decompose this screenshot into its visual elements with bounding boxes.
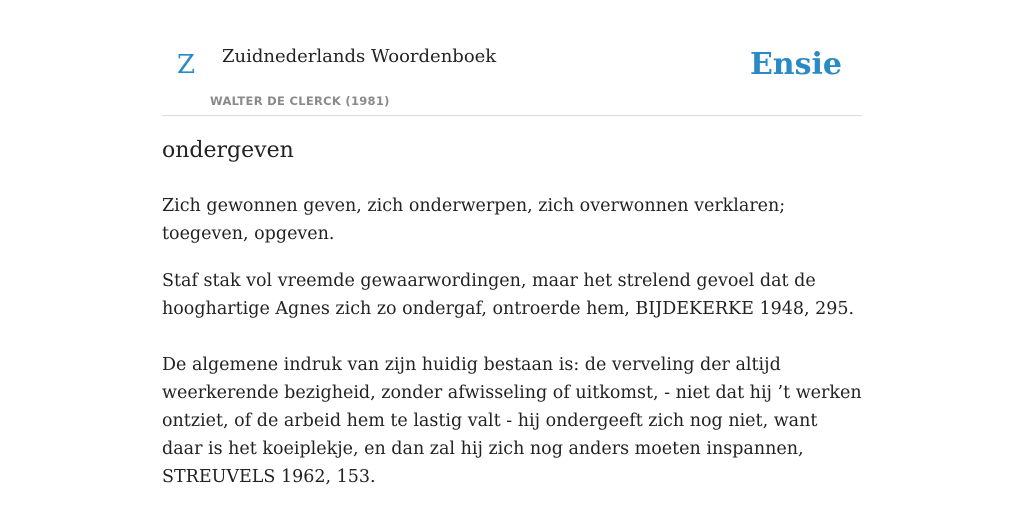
dictionary-title[interactable]: Zuidnederlands Woordenboek — [222, 46, 497, 67]
dictionary-logo-icon[interactable]: Z — [177, 50, 196, 80]
headword: ondergeven — [162, 138, 294, 163]
dictionary-header — [162, 0, 862, 116]
citation-2: De algemene indruk van zijn huidig bestaan is: de verveling der altijd weerkerende bezigheid, zonder afwisseling of uitkomst, - niet dat hij ’t werken ontziet, of de arbeid hem te lastig valt - hij ondergeeft zich nog niet, want daar is het koeiplekje, en dan zal hij zich nog anders moeten inspannen, STREUVELS 1962, 153. — [162, 355, 862, 487]
citation-1: Staf stak vol vreemde gewaarwordingen, maar het strelend gevoel dat de hooghartige Agnes zich zo ondergaf, ontroerde hem, BIJDEKERKE 1948, 295. — [162, 271, 855, 319]
page — [162, 0, 862, 487]
definition-text: Zich gewonnen geven, zich onderwerpen, zich overwonnen verklaren; toegeven, opgeven. — [162, 196, 786, 244]
dictionary-author: WALTER DE CLERCK (1981) — [210, 94, 390, 108]
ensie-logo-link[interactable]: Ensie — [749, 47, 842, 82]
